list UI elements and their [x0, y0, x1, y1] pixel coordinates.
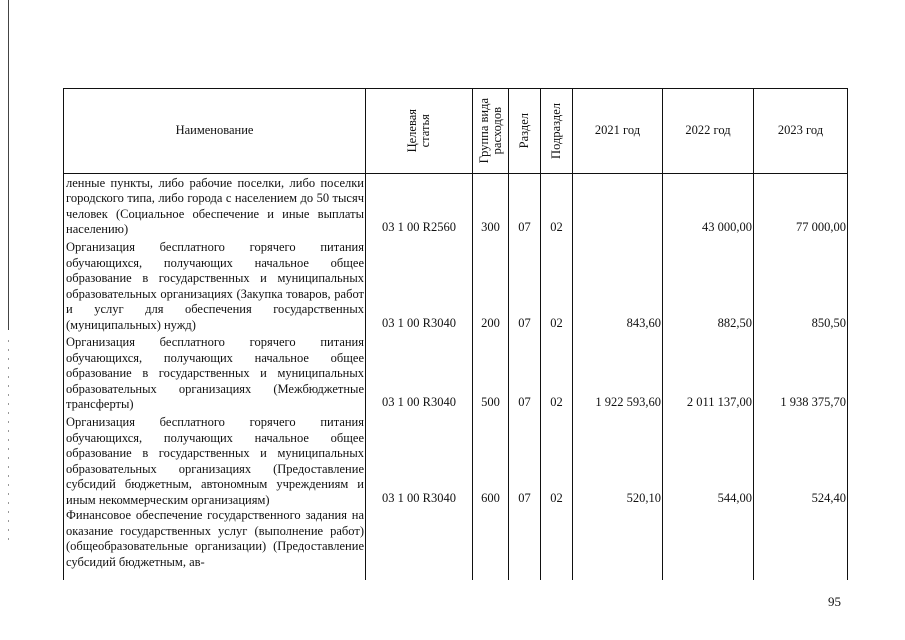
table-row — [64, 174, 848, 238]
row-2021: 520,10 — [573, 413, 663, 508]
row-section: 07 — [509, 333, 541, 413]
header-subsection: Подраздел — [541, 89, 573, 174]
row-name: Организация бесплатного горячего питания обучающихся, получающих начальное общее образование в государственных и муниципальных образовательных организациях (Предоставление субсидий бюджетным, автономным учреждениям и иным некоммерческим организациям) — [64, 413, 366, 508]
row-target-article: 03 1 00 R2560 — [366, 174, 473, 238]
row-2022: 2 011 137,00 — [663, 333, 754, 413]
row-expense-group: 600 — [473, 413, 509, 508]
row-section: 07 — [509, 174, 541, 238]
table-row — [64, 413, 848, 508]
row-2023: 1 938 375,70 — [754, 333, 848, 413]
row-section — [509, 508, 541, 580]
table-row — [64, 508, 848, 580]
header-target-article: Целевая статья — [366, 89, 473, 174]
row-subsection: 02 — [541, 174, 573, 238]
page-number: 95 — [828, 594, 841, 609]
header-name: Наименование — [64, 89, 366, 174]
row-target-article — [366, 508, 473, 580]
row-subsection: 02 — [541, 238, 573, 333]
row-2022: 882,50 — [663, 238, 754, 333]
row-expense-group — [473, 508, 509, 580]
row-target-article: 03 1 00 R3040 — [366, 333, 473, 413]
row-name: Финансовое обеспечение государственного задания на оказание государственных услуг (выполнение работ) (общеобразовательные организации) (Предоставление субсидий бюджетным, ав- — [64, 508, 366, 580]
row-2021 — [573, 174, 663, 238]
header-section: Раздел — [509, 89, 541, 174]
row-2022: 544,00 — [663, 413, 754, 508]
row-2023 — [754, 508, 848, 580]
row-2021: 843,60 — [573, 238, 663, 333]
table-row — [64, 238, 848, 333]
scan-edge-dots — [8, 340, 9, 540]
row-expense-group: 200 — [473, 238, 509, 333]
row-section: 07 — [509, 238, 541, 333]
row-2022: 43 000,00 — [663, 174, 754, 238]
budget-table — [63, 88, 848, 580]
row-2023: 524,40 — [754, 413, 848, 508]
row-subsection — [541, 508, 573, 580]
row-2022 — [663, 508, 754, 580]
scan-edge-line — [8, 0, 9, 330]
row-expense-group: 500 — [473, 333, 509, 413]
row-2023: 77 000,00 — [754, 174, 848, 238]
row-name: Организация бесплатного горячего питания обучающихся, получающих начальное общее образование в государственных и муниципальных образовательных организациях (Закупка товаров, работ и услуг для обеспечения государственных (муниципальных) нужд) — [64, 238, 366, 333]
row-2023: 850,50 — [754, 238, 848, 333]
header-year-2022: 2022 год — [663, 89, 754, 174]
row-name: ленные пункты, либо рабочие поселки, либо поселки городского типа, либо города с населением до 50 тысяч человек (Социальное обеспечение и иные выплаты населению) — [64, 174, 366, 238]
row-target-article: 03 1 00 R3040 — [366, 413, 473, 508]
row-target-article: 03 1 00 R3040 — [366, 238, 473, 333]
table-row — [64, 333, 848, 413]
row-2021: 1 922 593,60 — [573, 333, 663, 413]
row-section: 07 — [509, 413, 541, 508]
row-name: Организация бесплатного горячего питания обучающихся, получающих начальное общее образование в государственных и муниципальных образовательных организациях (Межбюджетные трансферты) — [64, 333, 366, 413]
row-subsection: 02 — [541, 413, 573, 508]
row-2021 — [573, 508, 663, 580]
header-expense-group: Группа вида расходов — [473, 89, 509, 174]
row-expense-group: 300 — [473, 174, 509, 238]
header-year-2021: 2021 год — [573, 89, 663, 174]
row-subsection: 02 — [541, 333, 573, 413]
table-header-row — [64, 89, 848, 174]
header-year-2023: 2023 год — [754, 89, 848, 174]
